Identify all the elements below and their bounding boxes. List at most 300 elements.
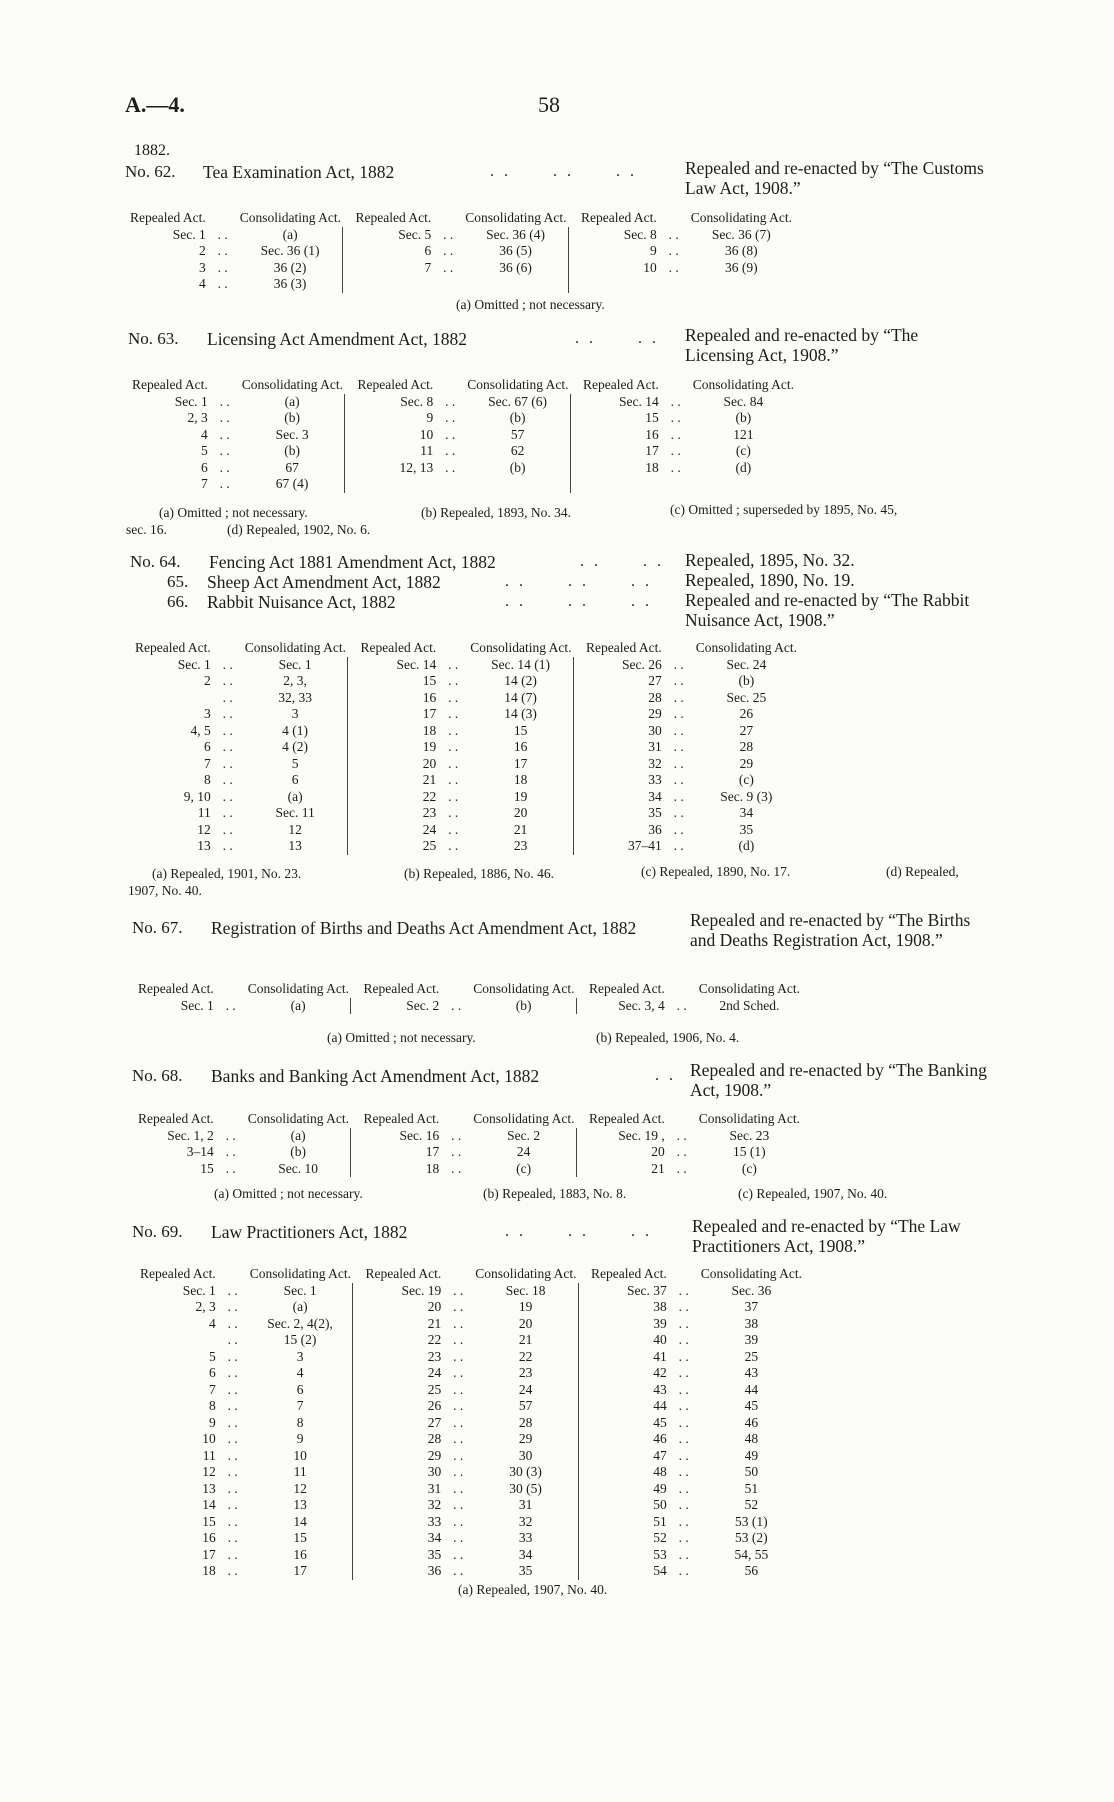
column-divider (348, 706, 359, 723)
column-divider (570, 394, 581, 411)
consolidating-section: 52 (744, 1497, 759, 1512)
act-status: Repealed and re-enacted by “The Customs Law Act, 1908.” (685, 158, 984, 198)
column-divider (348, 789, 359, 806)
consolidating-section: 28 (739, 739, 754, 754)
column-divider (578, 1547, 589, 1564)
repealed-section: 17 (425, 1144, 440, 1159)
repealed-section: 11 (420, 443, 434, 458)
leader-dots: . . (673, 788, 684, 804)
leader-dots: . . (678, 1431, 689, 1446)
consolidating-section: 39 (744, 1332, 759, 1347)
column-divider (353, 1299, 364, 1316)
repealed-section: 12 (202, 1464, 216, 1479)
leader-dots: . . (676, 1160, 687, 1176)
repealed-section: 10 (643, 259, 657, 275)
consolidating-section: 14 (7) (504, 689, 537, 705)
leader-dots: . . (222, 838, 233, 853)
leader-dots: . . (453, 1480, 464, 1496)
column-divider (570, 427, 581, 444)
table-row (138, 1431, 804, 1448)
repealed-section: 2, 3 (187, 410, 208, 425)
consolidating-section: 12 (293, 1480, 307, 1496)
column-divider (353, 1530, 364, 1547)
repealed-section: 18 (422, 722, 437, 738)
repealed-section: 5 (208, 1348, 216, 1364)
act-title: Tea Examination Act, 1882 (203, 162, 395, 182)
consolidating-section: Sec. 11 (275, 805, 315, 820)
repealed-section: 15 (645, 410, 659, 425)
column-divider (573, 657, 584, 674)
document-reference: A.—4. (125, 92, 185, 117)
leader-dots: . . (453, 1513, 464, 1529)
repealed-section (581, 476, 661, 493)
consolidating-section: 67 (4) (275, 476, 309, 491)
leader-dots: . . (443, 226, 454, 242)
leader-dots: . . (222, 706, 233, 721)
table-row (138, 1316, 804, 1333)
leader-dots: . . (222, 722, 233, 738)
repealed-section: 53 (653, 1546, 667, 1562)
col-consolidating: Consolidating Act. (698, 1111, 800, 1126)
footnote: (b) Repealed, 1886, No. 46. (404, 866, 554, 881)
leader-dots: . . (227, 1315, 238, 1331)
column-divider (348, 838, 359, 855)
act-number: No. 62. (125, 162, 176, 181)
leader-dots: . . (225, 1160, 236, 1176)
col-consolidating: Consolidating Act. (475, 1266, 577, 1281)
repealed-section: 28 (427, 1431, 442, 1446)
table-row (138, 1547, 804, 1564)
consolidating-section: 57 (510, 426, 525, 442)
consolidating-section: Sec. 2, 4(2), (267, 1315, 333, 1331)
consolidating-section: 17 (293, 1563, 307, 1578)
repealed-section: Sec. 1 (180, 997, 214, 1013)
repealed-section: 18 (645, 459, 659, 475)
footnote: (a) Omitted ; not necessary. (214, 1186, 363, 1201)
consolidating-section: 24 (518, 1381, 533, 1397)
leader-dots: . . (451, 1144, 462, 1159)
repealed-section: Sec. 5 (398, 226, 432, 242)
leader-dots: . . (676, 997, 687, 1013)
col-repealed: Repealed Act. (590, 1266, 667, 1281)
leader-dots: . . (678, 1348, 689, 1364)
table-row (136, 998, 802, 1015)
table-row (133, 822, 799, 839)
consolidating-section: 21 (513, 821, 528, 837)
consolidating-section: (a) (290, 1127, 306, 1143)
consolidating-section: 13 (288, 838, 302, 853)
consolidating-section: 25 (744, 1348, 759, 1364)
section-table (136, 981, 802, 1014)
consolidating-section (689, 276, 794, 293)
table-row (133, 657, 799, 674)
act-number: No. 63. (128, 329, 179, 348)
table-row (128, 243, 794, 260)
consolidating-section: 16 (513, 739, 528, 754)
leader-dots: . . (453, 1447, 464, 1463)
leader-dots: . . (222, 673, 233, 688)
repealed-section: 12 (197, 821, 211, 837)
repealed-section: 7 (208, 1381, 216, 1397)
consolidating-section: 36 (3) (273, 276, 307, 291)
column-divider (570, 476, 581, 493)
column-divider (576, 1161, 587, 1178)
column-divider (573, 838, 584, 855)
leader-dots: . . . . . . (505, 593, 652, 610)
consolidating-section: 11 (293, 1464, 307, 1479)
table-row (130, 476, 796, 493)
leader-dots: . . (222, 788, 233, 804)
col-consolidating: Consolidating Act. (465, 210, 567, 225)
consolidating-section: 22 (518, 1348, 533, 1364)
repealed-section: 18 (202, 1563, 216, 1578)
col-repealed: Repealed Act. (365, 1266, 442, 1281)
repealed-section (355, 476, 435, 493)
leader-dots: . . (219, 426, 230, 442)
repealed-section: 17 (422, 706, 437, 721)
repealed-section: 35 (648, 805, 662, 820)
table-row (136, 1161, 802, 1178)
leader-dots: . . (219, 410, 230, 425)
leader-dots: . . (670, 393, 681, 409)
column-divider (353, 1283, 364, 1300)
leader-dots: . . (678, 1563, 689, 1578)
leader-dots: . . (448, 821, 459, 837)
consolidating-section: 9 (296, 1431, 304, 1446)
consolidating-section: 33 (518, 1530, 533, 1545)
consolidating-section: Sec. 10 (278, 1160, 318, 1176)
column-divider (573, 789, 584, 806)
act-status: Repealed, 1890, No. 19. (685, 570, 855, 590)
leader-dots: . . (678, 1497, 689, 1512)
leader-dots: . . (670, 426, 681, 442)
consolidating-section (463, 276, 568, 293)
footnote: (c) Repealed, 1890, No. 17. (641, 864, 791, 879)
repealed-section: 4, 5 (190, 722, 211, 738)
repealed-section (353, 276, 433, 293)
consolidating-section: 21 (518, 1332, 533, 1347)
leader-dots: . . . . . . (490, 163, 637, 180)
repealed-section: 23 (427, 1348, 442, 1364)
consolidating-section: 6 (291, 772, 299, 787)
column-divider (343, 276, 354, 293)
leader-dots: . . (673, 689, 684, 705)
table-row (128, 276, 794, 293)
repealed-section: 32 (648, 755, 662, 771)
footnote: (b) Repealed, 1893, No. 34. (421, 505, 571, 520)
repealed-section: 6 (203, 739, 211, 754)
table-row (138, 1563, 804, 1580)
table-row (133, 805, 799, 822)
repealed-section: 29 (648, 706, 662, 721)
consolidating-section: 28 (518, 1414, 533, 1430)
consolidating-section: (c) (741, 1160, 757, 1176)
leader-dots (433, 276, 463, 293)
col-repealed: Repealed Act. (580, 210, 657, 225)
column-divider (353, 1497, 364, 1514)
leader-dots: . . (448, 838, 459, 853)
repealed-section: 33 (648, 772, 662, 787)
repealed-section: 21 (427, 1315, 442, 1331)
leader-dots: . . (445, 410, 456, 425)
column-divider (345, 443, 356, 460)
repealed-section: 26 (427, 1398, 442, 1413)
leader-dots: . . (670, 410, 681, 425)
leader-dots: . . (453, 1530, 464, 1545)
repealed-section: 6 (200, 459, 208, 475)
consolidating-section: (a) (290, 997, 306, 1013)
act-title: Licensing Act Amendment Act, 1882 (207, 329, 468, 349)
leader-dots: . . (453, 1398, 464, 1413)
table-row (138, 1398, 804, 1415)
leader-dots: . . (678, 1282, 689, 1298)
consolidating-section: 8 (296, 1414, 304, 1430)
repealed-section: 3 (203, 706, 211, 721)
repealed-section: Sec. 1 (172, 226, 206, 242)
consolidating-section: 121 (733, 426, 754, 442)
consolidating-section: 57 (518, 1398, 533, 1413)
repealed-section: 47 (653, 1447, 667, 1463)
consolidating-section: 43 (744, 1365, 759, 1380)
leader-dots: . . (443, 259, 454, 275)
leader-dots: . . (448, 706, 459, 721)
table-row (130, 460, 796, 477)
consolidating-section: 37 (744, 1299, 759, 1314)
column-divider (348, 756, 359, 773)
leader-dots: . . (448, 722, 459, 738)
leader-dots: . . (227, 1464, 238, 1479)
repealed-section: 54 (653, 1563, 667, 1578)
repealed-section: 35 (427, 1546, 442, 1562)
leader-dots: . . (673, 656, 684, 672)
leader-dots: . . (453, 1315, 464, 1331)
repealed-section: 43 (653, 1381, 667, 1397)
leader-dots: . . (222, 821, 233, 837)
column-divider (568, 260, 579, 277)
leader-dots: . . (227, 1530, 238, 1545)
leader-dots: . . (225, 997, 236, 1013)
repealed-section: 50 (653, 1497, 667, 1512)
repealed-section: Sec. 14 (396, 656, 437, 672)
footnote: sec. 16. (126, 522, 167, 537)
repealed-section: Sec. 2 (406, 997, 440, 1013)
leader-dots: . . (673, 722, 684, 738)
column-divider (578, 1398, 589, 1415)
repealed-section: 36 (427, 1563, 442, 1578)
leader-dots: . . (678, 1332, 689, 1347)
column-divider (568, 276, 579, 293)
leader-dots: . . (678, 1480, 689, 1496)
consolidating-section: Sec. 2 (507, 1127, 541, 1143)
column-divider (578, 1563, 589, 1580)
column-divider (570, 410, 581, 427)
consolidating-section: (a) (292, 1299, 308, 1314)
consolidating-section: 7 (296, 1398, 304, 1413)
leader-dots: . . (670, 443, 681, 458)
act-title: Banks and Banking Act Amendment Act, 1882 (211, 1066, 540, 1086)
consolidating-section: 32, 33 (278, 689, 312, 705)
consolidating-section: 36 (2) (273, 259, 307, 275)
repealed-section: 6 (208, 1365, 216, 1380)
col-consolidating: Consolidating Act. (467, 377, 569, 392)
repealed-section: 31 (648, 739, 662, 754)
repealed-section: 12, 13 (399, 459, 434, 475)
column-divider (573, 772, 584, 789)
leader-dots (659, 276, 689, 293)
column-divider (345, 410, 356, 427)
leader-dots: . . (448, 689, 459, 705)
act-number: 66. (167, 592, 189, 611)
repealed-section: 20 (427, 1299, 442, 1314)
repealed-section (133, 690, 213, 707)
column-divider (578, 1448, 589, 1465)
consolidating-section: 4 (1) (282, 722, 309, 738)
section-table (130, 377, 796, 493)
repealed-section: 30 (427, 1464, 442, 1479)
repealed-section: 28 (648, 689, 662, 705)
repealed-section: 23 (422, 805, 437, 820)
column-divider (578, 1283, 589, 1300)
leader-dots: . . (217, 259, 228, 275)
repealed-section: 17 (202, 1546, 216, 1562)
leader-dots: . . (673, 821, 684, 837)
col-consolidating: Consolidating Act. (698, 981, 800, 996)
column-divider (348, 805, 359, 822)
table-row (133, 706, 799, 723)
column-divider (578, 1530, 589, 1547)
leader-dots: . . (453, 1299, 464, 1314)
table-row (136, 1144, 802, 1161)
repealed-section: 9 (208, 1414, 216, 1430)
col-consolidating: Consolidating Act. (239, 210, 341, 225)
consolidating-section: Sec. 1 (283, 1282, 317, 1298)
section-table (138, 1266, 804, 1580)
consolidating-section: 15 (293, 1530, 307, 1545)
column-divider (353, 1415, 364, 1432)
leader-dots: . . (217, 226, 228, 242)
column-divider (348, 690, 359, 707)
column-divider (343, 260, 354, 277)
consolidating-section: 15 (2) (283, 1332, 317, 1347)
consolidating-section: (c) (738, 772, 754, 787)
repealed-section: 39 (653, 1315, 667, 1331)
repealed-section: 16 (645, 426, 659, 442)
column-divider (345, 394, 356, 411)
repealed-section: 4 (208, 1315, 216, 1331)
table-row (133, 838, 799, 855)
col-repealed: Repealed Act. (585, 640, 662, 655)
consolidating-section: 5 (291, 755, 299, 771)
consolidating-section: Sec. 36 (1) (260, 243, 320, 258)
leader-dots: . . (227, 1431, 238, 1446)
repealed-section: 36 (648, 821, 662, 837)
consolidating-section: (b) (509, 410, 526, 425)
leader-dots: . . (448, 673, 459, 688)
column-divider (353, 1398, 364, 1415)
consolidating-section: 4 (2) (282, 739, 309, 754)
leader-dots (435, 476, 465, 493)
column-divider (353, 1448, 364, 1465)
table-row (133, 690, 799, 707)
act-status: Repealed and re-enacted by “The Law Practitioners Act, 1908.” (692, 1216, 961, 1256)
act-title: Sheep Act Amendment Act, 1882 (207, 572, 441, 592)
leader-dots: . . (453, 1563, 464, 1578)
consolidating-section: 10 (293, 1447, 307, 1463)
consolidating-section: 36 (5) (499, 243, 532, 258)
leader-dots: . . (453, 1365, 464, 1380)
consolidating-section: Sec. 67 (6) (488, 393, 548, 409)
leader-dots: . . (451, 1127, 462, 1143)
footnote: (c) Omitted ; superseded by 1895, No. 45, (670, 502, 898, 517)
consolidating-section: (c) (516, 1160, 532, 1176)
repealed-section: 42 (653, 1365, 667, 1380)
column-divider (353, 1514, 364, 1531)
leader-dots: . . (678, 1299, 689, 1314)
repealed-section: 51 (653, 1513, 667, 1529)
consolidating-section: 35 (518, 1563, 533, 1578)
column-divider (578, 1332, 589, 1349)
repealed-section: Sec. 1 (177, 656, 211, 672)
footnote: (a) Omitted ; not necessary. (456, 297, 605, 312)
consolidating-section: 35 (739, 821, 754, 837)
leader-dots: . . (678, 1398, 689, 1413)
col-consolidating: Consolidating Act. (249, 1266, 351, 1281)
table-row (136, 1128, 802, 1145)
consolidating-section: 38 (744, 1315, 759, 1331)
consolidating-section: 16 (293, 1546, 307, 1562)
consolidating-section: 27 (739, 722, 754, 738)
repealed-section: 20 (651, 1144, 665, 1159)
repealed-section: 10 (419, 426, 434, 442)
table-row (138, 1464, 804, 1481)
consolidating-section: (b) (284, 443, 300, 458)
leader-dots: . . (222, 739, 233, 754)
consolidating-section: 18 (513, 772, 528, 787)
repealed-section: Sec. 3, 4 (618, 997, 665, 1013)
column-divider (351, 1161, 362, 1178)
leader-dots: . . (227, 1299, 238, 1314)
consolidating-section: (a) (284, 393, 300, 409)
section-table (133, 640, 799, 855)
leader-dots: . . (448, 772, 459, 787)
consolidating-section: 3 (291, 706, 299, 721)
column-divider (576, 1144, 587, 1161)
column-divider (351, 998, 362, 1015)
column-divider (348, 739, 359, 756)
section-table (136, 1111, 802, 1177)
repealed-section: 34 (427, 1530, 442, 1545)
column-divider (576, 1128, 587, 1145)
consolidating-section: Sec. 36 (7) (711, 226, 771, 242)
leader-dots: . . (453, 1348, 464, 1364)
col-repealed: Repealed Act. (138, 1111, 214, 1126)
footnote: (b) Repealed, 1906, No. 4. (596, 1030, 740, 1045)
repealed-section: 8 (203, 772, 211, 787)
table-row (138, 1365, 804, 1382)
leader-dots: . . (227, 1563, 238, 1578)
leader-dots: . . (445, 459, 456, 475)
column-divider (353, 1382, 364, 1399)
repealed-section: 45 (653, 1414, 667, 1430)
consolidating-section: Sec. 1 (278, 656, 312, 672)
repealed-section: 8 (208, 1398, 216, 1413)
leader-dots: . . (448, 739, 459, 754)
leader-dots: . . (227, 1365, 238, 1380)
table-row (138, 1481, 804, 1498)
act-title: Fencing Act 1881 Amendment Act, 1882 (209, 552, 496, 572)
table-row (138, 1283, 804, 1300)
repealed-section: Sec. 19 , (618, 1127, 665, 1143)
